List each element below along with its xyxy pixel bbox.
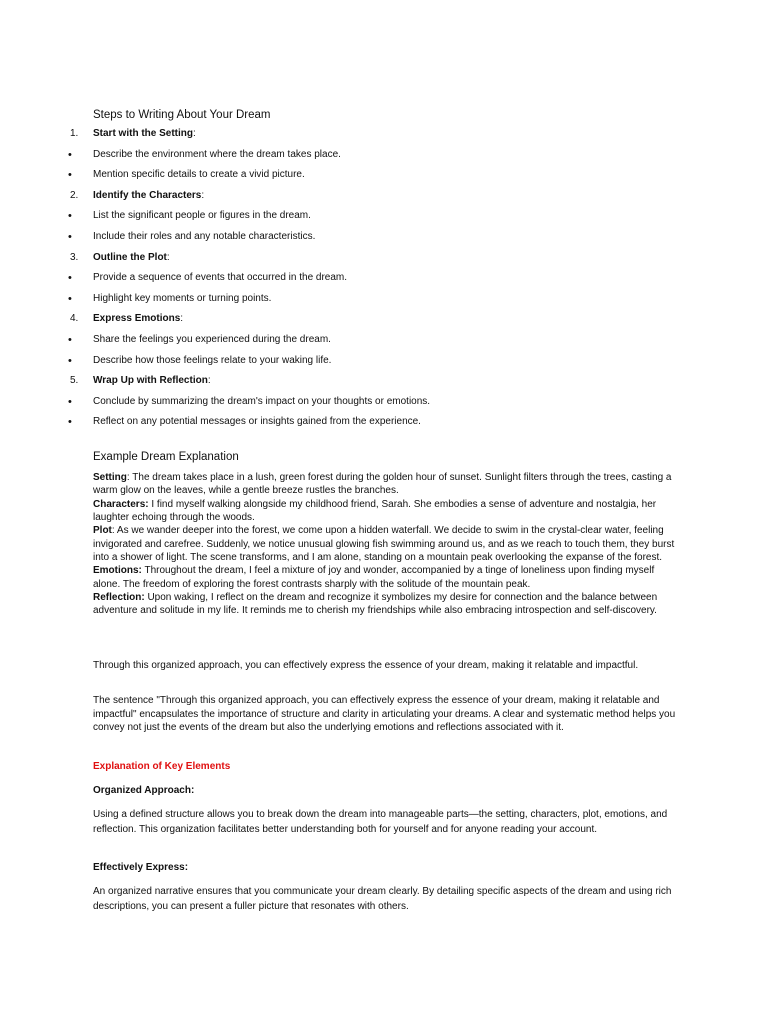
setting-text: The dream takes place in a lush, green forest during the golden hour of sunset. Sunlight filters through the trees, casting a warm glow on the leaves, while a gentle breeze rustles the branches. bbox=[93, 472, 672, 497]
list-item-text: Describe how those feelings relate to your waking life. bbox=[93, 354, 332, 366]
bullet-icon: • bbox=[68, 416, 72, 429]
list-number: 5. bbox=[70, 375, 79, 387]
steps-heading: Steps to Writing About Your Dream bbox=[93, 109, 271, 121]
list-item bbox=[0, 208, 768, 229]
list-item bbox=[0, 353, 768, 374]
step-title: Outline the Plot bbox=[93, 251, 167, 263]
list-item bbox=[0, 291, 768, 312]
list-item: 2. Identify the Characters: bbox=[0, 188, 768, 209]
list-item: 3. Outline the Plot: bbox=[0, 250, 768, 271]
bullet-icon: • bbox=[68, 230, 72, 243]
list-item-text: Reflect on any potential messages or insights gained from the experience. bbox=[93, 416, 421, 428]
plot-label: Plot bbox=[93, 525, 112, 537]
reflection-paragraph bbox=[93, 591, 678, 618]
step-title: Express Emotions bbox=[93, 313, 181, 325]
characters-label: Characters: bbox=[93, 498, 149, 510]
list-item: 1. Start with the Setting: bbox=[0, 126, 768, 147]
characters-text: I find myself walking alongside my childhood friend, Sarah. She embodies a sense of adventure and nostalgia, her laughter echoing through the woods. bbox=[93, 498, 657, 524]
bullet-icon: • bbox=[68, 333, 72, 346]
list-item-text: Conclude by summarizing the dream's impact on your thoughts or emotions. bbox=[93, 395, 431, 407]
plot-paragraph: Plot: As we wander deeper into the forest, we come upon a hidden waterfall. We decide to swim in the crystal-clear water, feeling invigorated and carefree. Suddenly, we notice unusual glowing fish swimming around us, and as we reach to touch them, they burst into a shower of light. The scene transforms, and I am alone, standing on a mountain peak overlooking the expanse of the forest. bbox=[93, 525, 675, 564]
emotions-text: Throughout the dream, I feel a mixture of joy and wonder, accompanied by a tinge of loneliness upon finding myself alone. The freedom of exploring the forest contrasts sharply with the solitude of the mountain peak. bbox=[93, 565, 655, 590]
step-title: Start with the Setting bbox=[93, 128, 193, 139]
list-item: 4. Express Emotions: bbox=[0, 311, 768, 332]
list-item-text: Mention specific details to create a vivid picture. bbox=[93, 169, 305, 181]
bullet-icon: • bbox=[68, 169, 72, 182]
bullet-icon: • bbox=[68, 272, 72, 285]
step-title: Wrap Up with Reflection bbox=[93, 375, 208, 387]
setting-label: Setting bbox=[93, 472, 127, 483]
list-item-text: Highlight key moments or turning points. bbox=[93, 292, 272, 304]
list-number: 3. bbox=[70, 251, 79, 263]
analysis-paragraph: The sentence "Through this organized approach, you can effectively express the essence of your dream, making it relatable and impactful" encapsulates the importance of structure and clarity in articulating your dreams. A clear and systematic method helps you convey not just the events of the dream but also the underlying emotions and reflections associated with it. bbox=[93, 695, 676, 734]
bullet-icon: • bbox=[68, 148, 72, 161]
list-number: 4. bbox=[70, 313, 79, 325]
organized-approach-heading: Organized Approach: bbox=[93, 785, 195, 796]
emotions-label: Emotions: bbox=[93, 565, 142, 577]
list-item bbox=[0, 229, 768, 250]
list-item bbox=[0, 147, 768, 168]
effectively-express-text: An organized narrative ensures that you communicate your dream clearly. By detailing specific aspects of the dream and using rich descriptions, you can present a fuller picture that resonates with others. bbox=[93, 886, 672, 912]
bullet-icon: • bbox=[68, 354, 72, 367]
bullet-icon: • bbox=[68, 395, 72, 408]
bullet-icon: • bbox=[68, 210, 72, 223]
list-item-text: Describe the environment where the dream takes place. bbox=[93, 148, 341, 160]
example-heading: Example Dream Explanation bbox=[93, 451, 239, 463]
example-section bbox=[93, 471, 678, 618]
steps-list bbox=[0, 126, 768, 435]
list-item-text: Share the feelings you experienced during the dream. bbox=[93, 333, 331, 345]
list-item bbox=[0, 332, 768, 353]
step-title: Identify the Characters bbox=[93, 189, 202, 201]
list-item bbox=[0, 167, 768, 188]
setting-paragraph: Setting: The dream takes place in a lush, green forest during the golden hour of sunset. Sunlight filters through the trees, casting a warm glow on the leaves, while a gentle breeze rustles the branches. bbox=[93, 472, 672, 497]
list-item-text: List the significant people or figures in the dream. bbox=[93, 210, 311, 222]
list-item-text: Include their roles and any notable characteristics. bbox=[93, 230, 316, 242]
list-item: 5. Wrap Up with Reflection: bbox=[0, 373, 768, 394]
list-item-text: Provide a sequence of events that occurred in the dream. bbox=[93, 272, 348, 284]
list-number: 1. bbox=[70, 128, 79, 139]
list-item bbox=[0, 394, 768, 415]
reflection-label: Reflection: bbox=[93, 592, 145, 604]
summary-paragraph: Through this organized approach, you can effectively express the essence of your dream, making it relatable and impactful. bbox=[93, 660, 639, 671]
plot-text: As we wander deeper into the forest, we come upon a hidden waterfall. We decide to swim in the crystal-clear water, feeling invigorated and carefree. Suddenly, we notice unusual glowing fish swimming around us, and as we reach to touch them, they burst into a shower of light. The scene transforms, and I am alone, standing on a mountain peak overlooking the expanse of the forest. bbox=[93, 525, 675, 564]
key-elements-heading: Explanation of Key Elements bbox=[93, 761, 231, 772]
list-item bbox=[0, 270, 768, 291]
characters-paragraph bbox=[93, 498, 678, 525]
emotions-paragraph bbox=[93, 564, 678, 591]
list-number: 2. bbox=[70, 189, 79, 201]
list-item bbox=[0, 414, 768, 435]
effectively-express-heading: Effectively Express: bbox=[93, 862, 189, 873]
reflection-text: Upon waking, I reflect on the dream and recognize it symbolizes my desire for connection and the balance between adventure and solitude in my life. It reminds me to cherish my friendships while also embracing introspection and self-discovery. bbox=[93, 592, 658, 617]
organized-approach-text: Using a defined structure allows you to break down the dream into manageable parts—the setting, characters, plot, emotions, and reflection. This organization facilitates better understanding both for yourself and for anyone reading your account. bbox=[93, 809, 668, 835]
bullet-icon: • bbox=[68, 292, 72, 305]
